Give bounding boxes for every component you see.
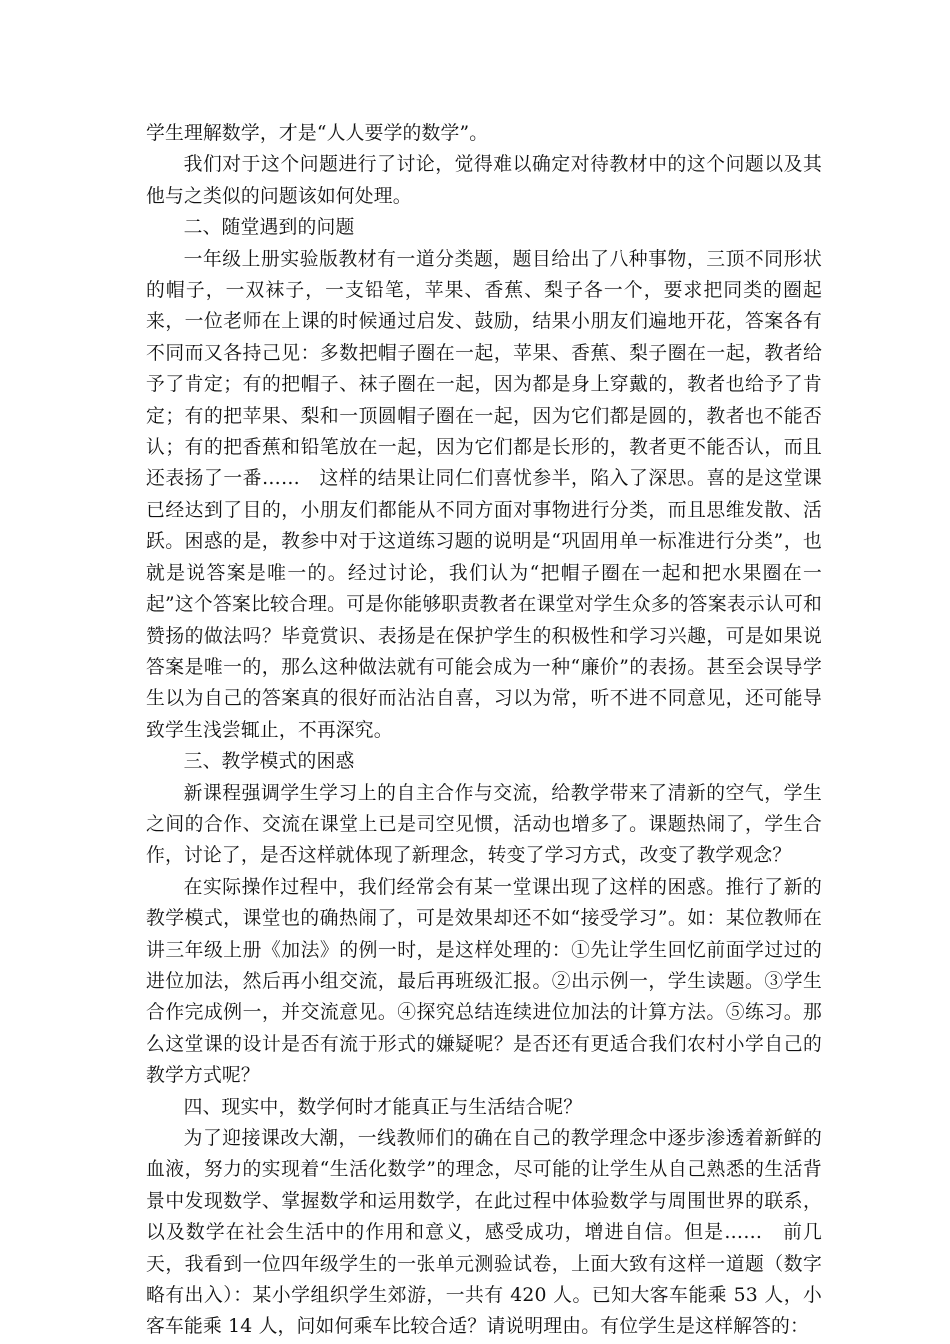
paragraph-body: 一年级上册实验版教材有一道分类题，题目给出了八种事物，三顶不同形状的帽子，一双袜子，一支铅笔，苹果、香蕉、梨子各一个，要求把同类的圈起来，一位老师在上课的时候通过启发、鼓励，结果小朋友们遍地开花，答案各有不同而又各持己见：多数把帽子圈在一起，苹果、香蕉、梨子圈在一起，教者给予了肯定；有的把帽子、袜子圈在一起，因为都是身上穿戴的，教者也给予了肯定；有的把苹果、梨和一顶圆帽子圈在一起，因为它们都是圆的，教者也不能否认；有的把香蕉和铅笔放在一起，因为它们都是长形的，教者更不能否认，而且还表扬了一番…… 这样的结果让同仁们喜忧参半，陷入了深思。喜的是这堂课已经达到了目的，小朋友们都能从不同方面对事物进行分类，而且思维发散、活跃。困惑的是，教参中对于这道练习题的说明是“巩固用单一标准进行分类”，也就是说答案是唯一的。经过讨论，我们认为“把帽子圈在一起和把水果圈在一起”这个答案比较合理。可是你能够职责教者在课堂对学生众多的答案表示认可和赞扬的做法吗？毕竟赏识、表扬是在保护学生的积极性和学习兴趣，可是如果说答案是唯一的，那么这种做法就有可能会成为一种“廉价”的表扬。甚至会误导学生以为自己的答案真的很好而沾沾自喜，习以为常，听不进不同意见，还可能导致学生浅尝辄止，不再深究。 — [146, 248, 822, 741]
document-body — [146, 118, 822, 1343]
section-heading: 四、现实中，数学何时才能真正与生活结合呢？ — [183, 1096, 583, 1118]
paragraph-body: 为了迎接课改大潮，一线教师们的确在自己的教学理念中逐步渗透着新鲜的血液，努力的实现着“生活化数学”的理念，尽可能的让学生从自己熟悉的生活背景中发现数学、掌握数学和运用数学，在此过程中体验数学与周围世界的联系，以及数学在社会生活中的作用和意义，感受成功，增进自信。但是…… 前几天，我看到一位四年级学生的一张单元测验试卷，上面大致有这样一道题（数字略有出入）：某小学组织学生郊游，一共有 420 人。已知大客车能乘 53 人，小客车能乘 14 人，问如何乘车比较合适？请说明理由。有位学生是这样解答的： — [146, 1128, 822, 1338]
paragraph-body: 我们对于这个问题进行了讨论，觉得难以确定对待教材中的这个问题以及其他与之类似的问题该如何处理。 — [146, 154, 822, 207]
paragraph-continuation: 学生理解数学，才是“人人要学的数学”。 — [146, 123, 489, 144]
section-heading: 二、随堂遇到的问题 — [183, 217, 355, 239]
paragraph-body: 在实际操作过程中，我们经常会有某一堂课出现了这样的困惑。推行了新的教学模式，课堂也的确热闹了，可是效果却还不如“接受学习”。如：某位教师在讲三年级上册《加法》的例一时，是这样处理的：①先让学生回忆前面学过过的进位加法，然后再小组交流，最后再班级汇报。②出示例一，学生读题。③学生合作完成例一，并交流意见。④探究总结连续进位加法的计算方法。⑤练习。那么这堂课的设计是否有流于形式的嫌疑呢？是否还有更适合我们农村小学自己的教学方式呢？ — [146, 876, 822, 1087]
section-heading: 三、教学模式的困惑 — [183, 751, 355, 773]
paragraph-body: 新课程强调学生学习上的自主合作与交流，给教学带来了清新的空气，学生之间的合作、交流在课堂上已是司空见惯，活动也增多了。课题热闹了，学生合作，讨论了，是否这样就体现了新理念，转变了学习方式，改变了教学观念？ — [146, 782, 822, 867]
